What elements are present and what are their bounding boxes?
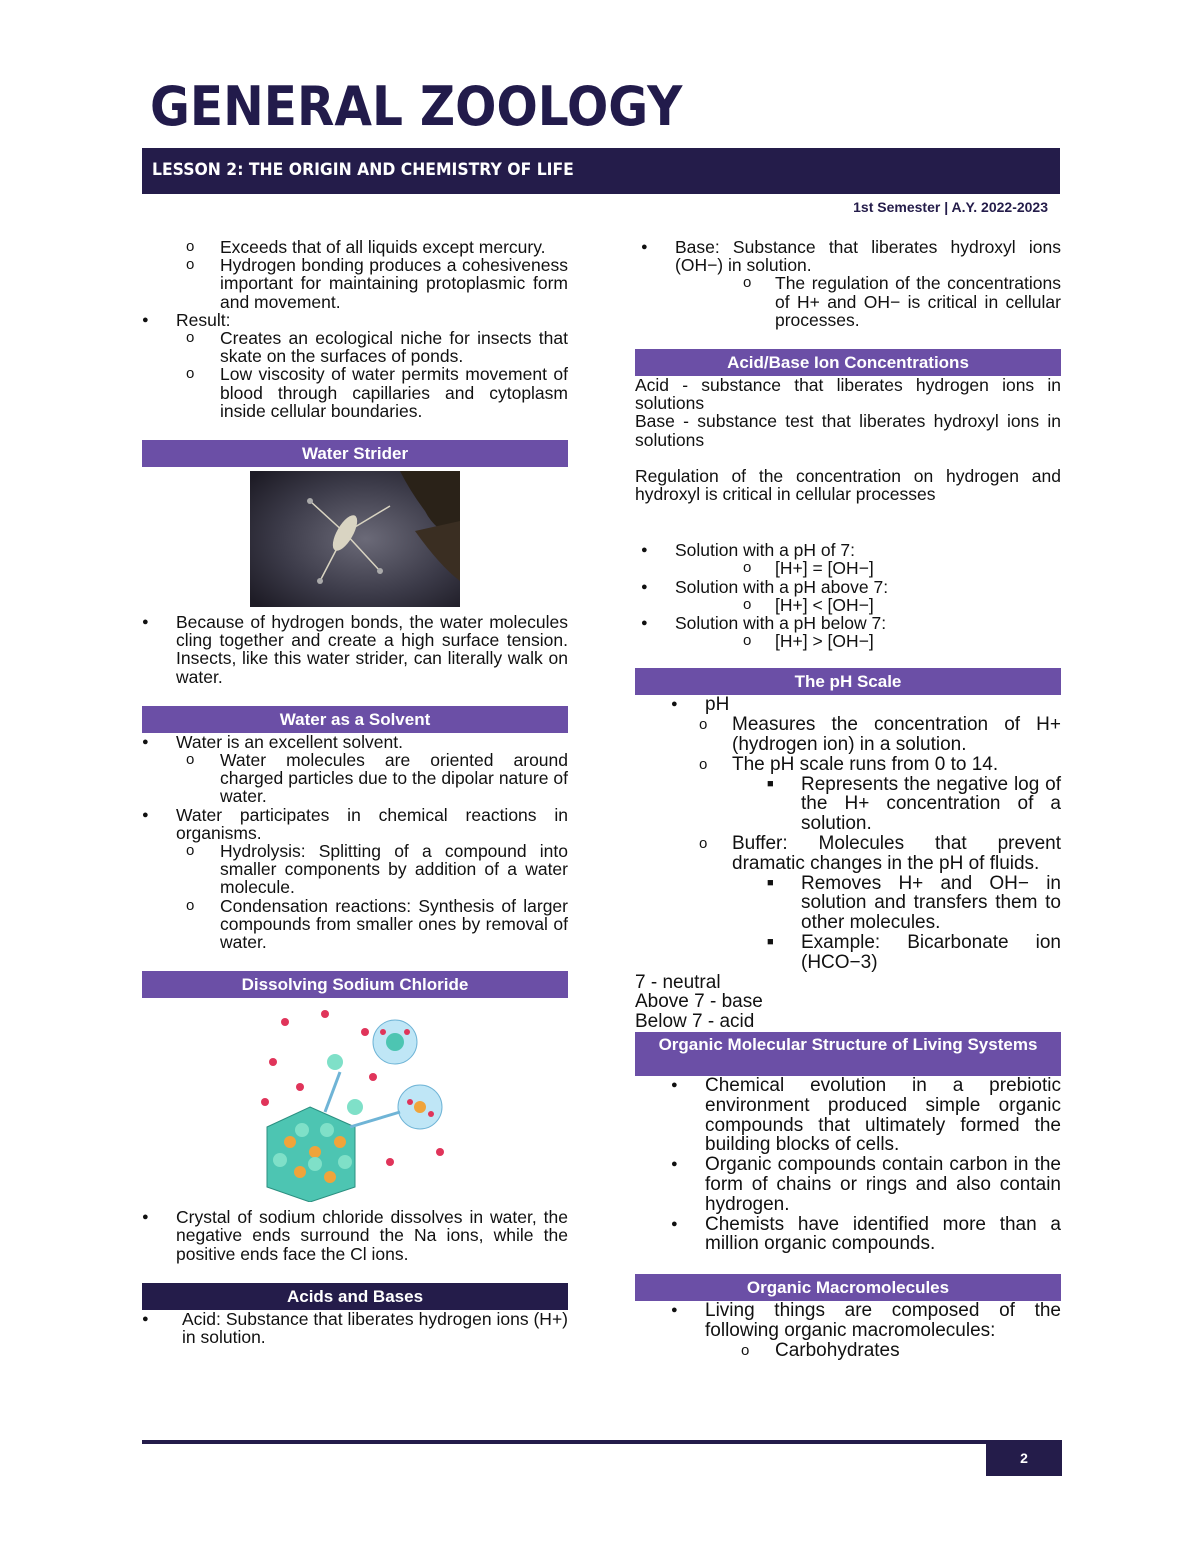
list-item: o Measures the concentration of H+ (hydrogen ion) in a solution. xyxy=(635,715,1061,755)
list-item: ● Chemical evolution in a prebiotic environment produced simple organic compounds that ultimately formed the building blocks of cells. xyxy=(635,1076,1061,1155)
list-item: o Condensation reactions: Synthesis of larger compounds from smaller ones by removal of water. xyxy=(142,897,568,952)
list-item: ● Water participates in chemical reactions in organisms. xyxy=(142,806,568,842)
list-item: ● Because of hydrogen bonds, the water molecules cling together and create a high surface tension. Insects, like this water strider, can literally walk on water. xyxy=(142,613,568,686)
section-heading-macromolecules: Organic Macromolecules xyxy=(635,1274,1061,1301)
paragraph: 7 - neutral xyxy=(635,971,721,993)
list-item: ● Organic compounds contain carbon in the form of chains or rings and also contain hydrogen. xyxy=(635,1155,1061,1214)
list-item: ● Solution with a pH above 7: xyxy=(635,578,1061,596)
list-item: o [H+] < [OH−] xyxy=(635,596,1061,614)
section-heading-water-strider: Water Strider xyxy=(142,440,568,467)
section-heading-sodium-chloride: Dissolving Sodium Chloride xyxy=(142,971,568,998)
list-item: ■ Represents the negative log of the H+ concentration of a solution. xyxy=(635,775,1061,834)
list-item: ● Acid: Substance that liberates hydrogen ions (H+) in solution. xyxy=(142,1310,568,1346)
paragraph: Below 7 - acid xyxy=(635,1011,755,1033)
list-item: o The pH scale runs from 0 to 14. xyxy=(635,755,1061,775)
list-item: o Creates an ecological niche for insects that skate on the surfaces of ponds. xyxy=(142,329,568,365)
section-heading-organic-structure: Organic Molecular Structure of Living Systems xyxy=(635,1032,1061,1076)
sodium-chloride-diagram xyxy=(255,1002,455,1202)
document-title: GENERAL ZOOLOGY xyxy=(150,75,683,138)
list-item: o Carbohydrates xyxy=(635,1341,1061,1361)
list-item: ● Base: Substance that liberates hydroxyl ions (OH−) in solution. xyxy=(635,238,1061,274)
list-item: o Exceeds that of all liquids except mercury. xyxy=(142,238,568,256)
list-item: o Water molecules are oriented around charged particles due to the dipolar nature of water. xyxy=(142,751,568,806)
list-item: ● Result: xyxy=(142,311,568,329)
list-item: ■ Removes H+ and OH− in solution and transfers them to other molecules. xyxy=(635,874,1061,933)
list-item: ● Solution with a pH below 7: xyxy=(635,614,1061,632)
paragraph: Base - substance test that liberates hydroxyl ions in solutions xyxy=(635,411,1061,450)
list-item: ● Crystal of sodium chloride dissolves in water, the negative ends surround the Na ions, while the positive ends face the Cl ions. xyxy=(142,1208,568,1263)
list-item: ● Chemists have identified more than a million organic compounds. xyxy=(635,1215,1061,1255)
section-heading-acids-bases: Acids and Bases xyxy=(142,1283,568,1310)
list-item: o Buffer: Molecules that prevent dramatic changes in the pH of fluids. xyxy=(635,834,1061,874)
paragraph: Regulation of the concentration on hydrogen and hydroxyl is critical in cellular processes xyxy=(635,465,1061,505)
list-item: o The regulation of the concentrations of H+ and OH− is critical in cellular processes. xyxy=(635,274,1061,329)
list-item: o Hydrolysis: Splitting of a compound into smaller components by addition of a water molecule. xyxy=(142,842,568,897)
list-item: ● pH xyxy=(635,695,1061,715)
list-item: ● Solution with a pH of 7: xyxy=(635,541,1061,559)
list-item: ■ Example: Bicarbonate ion (HCO−3) xyxy=(635,933,1061,973)
list-item: ● Living things are composed of the following organic macromolecules: xyxy=(635,1301,1061,1341)
page-number: 2 xyxy=(986,1440,1062,1476)
left-column xyxy=(142,238,568,1346)
right-column xyxy=(635,238,1061,1361)
list-item: ● Water is an excellent solvent. xyxy=(142,733,568,751)
paragraph: Above 7 - base xyxy=(635,991,763,1013)
list-item: o [H+] > [OH−] xyxy=(635,632,1061,650)
section-heading-ion-concentrations: Acid/Base Ion Concentrations xyxy=(635,349,1061,376)
footer-rule xyxy=(142,1440,1060,1444)
list-item: o Low viscosity of water permits movement of blood through capillaries and cytoplasm inside cellular boundaries. xyxy=(142,365,568,420)
lesson-banner xyxy=(142,148,1060,194)
list-item: o Hydrogen bonding produces a cohesiveness important for maintaining protoplasmic form and movement. xyxy=(142,256,568,311)
lesson-title: LESSON 2: THE ORIGIN AND CHEMISTRY OF LIFE xyxy=(152,160,574,180)
semester-label: 1st Semester | A.Y. 2022-2023 xyxy=(853,199,1048,215)
list-item: o [H+] = [OH−] xyxy=(635,559,1061,577)
section-heading-water-solvent: Water as a Solvent xyxy=(142,706,568,733)
water-strider-image xyxy=(250,471,460,607)
section-heading-ph-scale: The pH Scale xyxy=(635,668,1061,695)
paragraph: Acid - substance that liberates hydrogen ions in solutions xyxy=(635,375,1061,414)
